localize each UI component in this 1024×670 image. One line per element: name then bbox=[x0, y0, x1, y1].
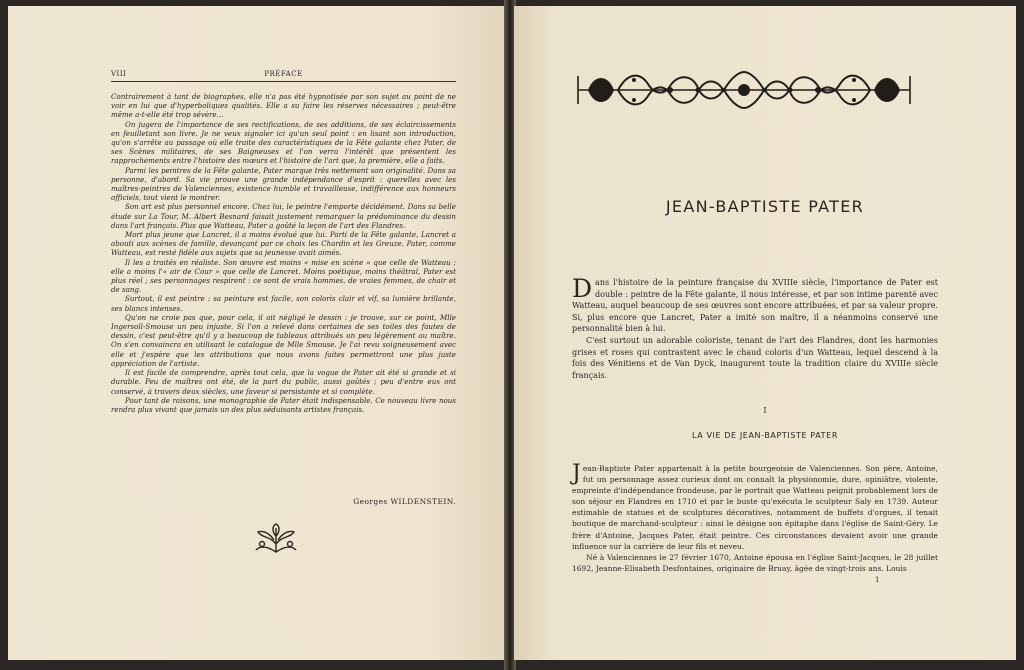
drop-cap: J bbox=[572, 461, 581, 486]
preface-paragraph: Il les a traités en réaliste. Son œuvre est moins « mise en scène » que celle de Watteau ; elle a moins l'« air de Cour » que celle de Lancret. Moins poétique, moins théâtral, Pater est plus réel ; ses personnages respirent : ce sont de vrais hommes, de vraies femmes, de chair et de sang. bbox=[111, 257, 456, 295]
chapter-paragraph: Né à Valenciennes le 27 février 1670, Antoine épousa en l'église Saint-Jacques, le 28 juillet 1692, Jeanne-Elisabeth Desfontaines, originaire de Bruay, âgée de vingt-trois ans. Louis bbox=[572, 552, 938, 573]
chapter-paragraph-text: ean-Baptiste Pater appartenait à la petite bourgeoisie de Valenciennes. Son père, Antoine, fut un personnage assez curieux dont on connaît la physionomie, dure, opiniâtre, violente, empreinte d'indépendance frondeuse, par le portrait que Watteau peignit probablement lors de son séjour en Flandres en 1710 et par le buste qu'exécuta le sculpteur Saly en 1739. Auteur estimable de statues et de sculptures décoratives, notamment de buffets d'orgues, il tenait boutique de marchand-sculpteur : ainsi le désigne son épitaphe dans l'église de Saint-Géry. Le frère d'Antoine, Jacques Pater, était peintre. Ces circonstances devaient avoir une grande influence sur la carrière de leur fils et neveu. bbox=[572, 464, 938, 551]
left-page bbox=[8, 6, 506, 660]
preface-paragraph: Mort plus jeune que Lancret, il a moins évolué que lui. Parti de la Fête galante, Lancret a abouti aux scènes de famille, devançant par ce choix les Chardin et les Greuze. Pater, comme Watteau, est resté fidèle aux sujets que sa jeunesse avait aimés. bbox=[111, 230, 456, 258]
preface-paragraph: On jugera de l'importance de ses rectifications, de ses additions, de ses éclaircissements en feuilletant son livre. Je ne veux signaler ici qu'un seul point : en lisant son introduction, qu'on s'arrête au passage où elle traite des caractéristiques de la Fête galante chez Pater, de ses Scènes militaires, de ses Baigneuses et l'on verra l'intérêt que présentent les rapprochements entre l'histoire des mœurs et l'histoire de l'art que, la première, elle a faits. bbox=[111, 119, 456, 166]
intro-paragraph: C'est surtout un adorable coloriste, tenant de l'art des Flandres, dont les harmonies grises et roses qui contrastent avec le chaud coloris d'un Watteau, lequel descend à la fois des Vénitiens et de Van Dyck, inaugurent toute la tradition claire du XVIIIe siècle français. bbox=[572, 335, 938, 380]
preface-paragraph: Pour tant de raisons, une monographie de Pater était indispensable. Ce nouveau livre nous rendra plus vivant que jamais un des plus séduisants artistes français. bbox=[111, 395, 456, 414]
chapter-paragraph bbox=[572, 463, 938, 552]
running-title: PRÉFACE bbox=[264, 70, 303, 78]
intro-paragraph bbox=[572, 274, 938, 335]
preface-paragraph: Qu'on ne croie pas que, pour cela, il ait négligé le dessin : je trouve, sur ce point, Mlle Ingersoll-Smouse un peu injuste. Si l'on a relevé dans certaines de ses toiles des fautes de dessin, c'est peut-être qu'il y a beaucoup de tableaux attribués un peu légèrement au maître. On s'en convaincra en utilisant le catalogue de Mlle Smouse. Je l'ai revu soigneusement avec elle et j'espère que les attributions que nous avons faites permettront une plus juste appréciation de l'artiste. bbox=[111, 312, 456, 368]
preface-text bbox=[111, 92, 456, 414]
book-title: JEAN-BAPTISTE PATER bbox=[665, 197, 865, 216]
preface-paragraph: Il est facile de comprendre, après tout cela, que la vogue de Pater ait été si grande et si durable. Peu de maîtres ont été, de la part du public, aussi goûtés ; peu d'entre eux ont conservé, à travers deux siècles, une faveur si persistante et si complète. bbox=[111, 368, 456, 396]
preface-paragraph: Parmi les peintres de la Fête galante, Pater marque très nettement son originalité. Dans sa personne, d'abord. Sa vie prouve une grande indépendance d'esprit : querelles avec les maîtres-peintres de Valenciennes, existence humble et travailleuse, indifférence aux honneurs officiels, tout vient le montrer. bbox=[111, 165, 456, 203]
intro-text bbox=[572, 274, 938, 381]
preface-paragraph: Son art est plus personnel encore. Chez lui, le peintre l'emporte décidément. Dans sa belle étude sur La Tour, M. Albert Besnard faisait justement remarquer la prédominance du dessin dans l'art français. Plus que Watteau, Pater a goûté la leçon de l'art des Flandres. bbox=[111, 202, 456, 230]
header-rule bbox=[111, 81, 456, 82]
drop-cap: D bbox=[572, 274, 593, 303]
decorative-banner-icon bbox=[574, 68, 914, 112]
preface-paragraph: Contrairement à tant de biographes, elle n'a pas été hypnotisée par son sujet au point de ne voir en lui que d'hyperboliques qualités. Elle a su faire les réserves nécessaires ; peut-être même a-t-elle été trop sévère... bbox=[111, 92, 456, 120]
preface-paragraph: Surtout, il est peintre : sa peinture est facile, son coloris clair et vif, sa lumière brillante, ses blancs intenses. bbox=[111, 294, 456, 313]
section-title: LA VIE DE JEAN-BAPTISTE PATER bbox=[692, 431, 838, 440]
folio-number: 1 bbox=[875, 576, 880, 584]
section-number: I bbox=[763, 406, 767, 415]
signature: Georges WILDENSTEIN. bbox=[353, 497, 456, 506]
page-number: VIII bbox=[111, 70, 127, 78]
right-page bbox=[514, 6, 1016, 660]
floral-ornament-icon bbox=[252, 522, 300, 556]
intro-paragraph-text: ans l'histoire de la peinture française du XVIIIe siècle, l'importance de Pater est double : peintre de la Fête galante, il nous intéresse, et par son intime parenté avec Watteau, auquel beaucoup de ses œuvres sont encore attribuées, et par sa valeur propre. Si, plus encore que Lancret, Pater a imité son maître, il a néanmoins conservé une personnalité bien à lui. bbox=[572, 278, 938, 334]
chapter-text bbox=[572, 463, 938, 574]
